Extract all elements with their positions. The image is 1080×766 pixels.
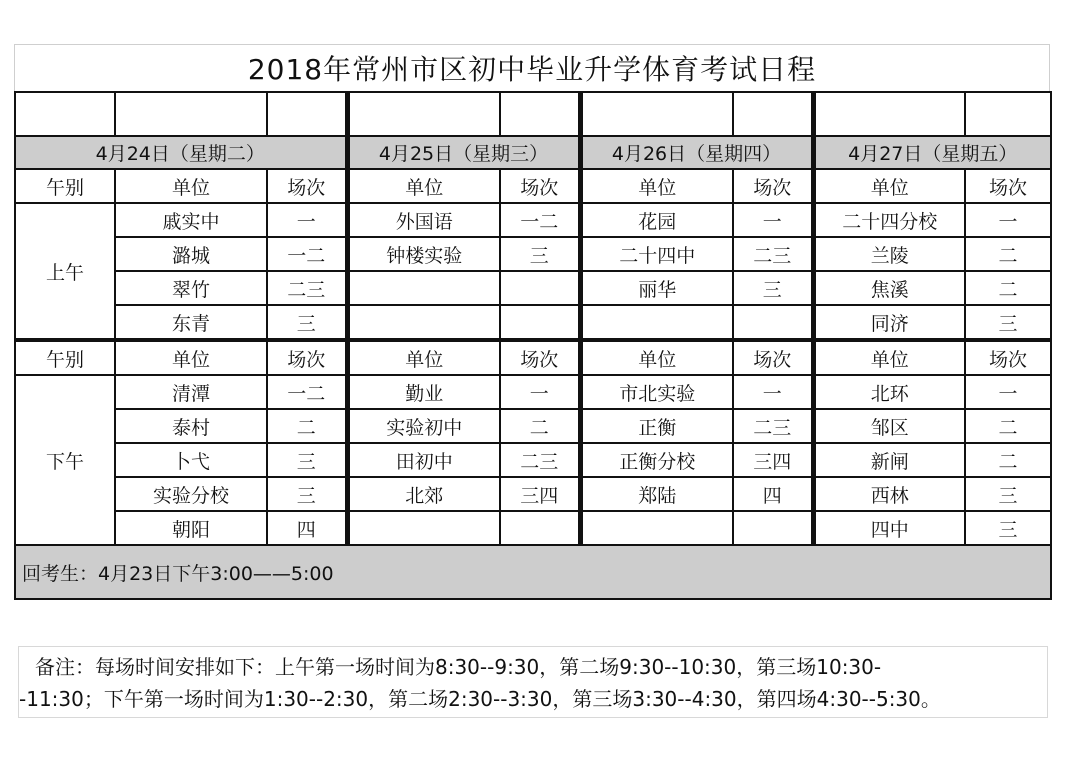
unit-header: 单位: [580, 169, 733, 203]
unit-cell: [580, 511, 733, 545]
schedule-sheet: [14, 44, 1050, 600]
table-row: [15, 271, 1051, 305]
session-cell: 三: [267, 477, 347, 511]
session-cell: 三四: [733, 443, 813, 477]
page-title: 2018年常州市区初中毕业升学体育考试日程: [14, 44, 1050, 91]
session-cell: 二: [965, 443, 1051, 477]
unit-cell: 北环: [813, 375, 965, 409]
session-cell: 一二: [267, 375, 347, 409]
unit-cell: 钟楼实验: [347, 237, 500, 271]
session-cell: 一二: [500, 203, 580, 237]
session-cell: 二: [500, 409, 580, 443]
session-cell: 三四: [500, 477, 580, 511]
session-cell: [500, 271, 580, 305]
unit-cell: 外国语: [347, 203, 500, 237]
unit-header: 单位: [347, 169, 500, 203]
session-header: 场次: [965, 340, 1051, 375]
day-header-row: [15, 136, 1051, 169]
unit-header: 单位: [115, 340, 267, 375]
table-row: [15, 477, 1051, 511]
column-header-row: [15, 169, 1051, 203]
session-cell: 一: [267, 203, 347, 237]
blank-cell: [15, 92, 115, 136]
session-header: 场次: [267, 169, 347, 203]
unit-cell: 西林: [813, 477, 965, 511]
session-cell: [733, 305, 813, 340]
session-cell: 一: [733, 375, 813, 409]
remarks-line-2: -11:30；下午第一场时间为1:30--2:30，第二场2:30--3:30，第三场3:30--4:30，第四场4:30--5:30。: [19, 687, 941, 711]
table-row: [15, 443, 1051, 477]
session-cell: 四: [733, 477, 813, 511]
session-cell: 三: [500, 237, 580, 271]
session-header: 场次: [500, 340, 580, 375]
session-cell: 三: [267, 305, 347, 340]
session-cell: 二: [965, 271, 1051, 305]
unit-cell: [347, 305, 500, 340]
unit-cell: 花园: [580, 203, 733, 237]
unit-header: 单位: [580, 340, 733, 375]
blank-cell: [500, 92, 580, 136]
unit-cell: [580, 305, 733, 340]
unit-cell: 清潭: [115, 375, 267, 409]
session-cell: 二: [965, 409, 1051, 443]
session-cell: 三: [965, 305, 1051, 340]
period-header: 午别: [15, 340, 115, 375]
unit-header: 单位: [813, 340, 965, 375]
unit-cell: 同济: [813, 305, 965, 340]
session-header: 场次: [965, 169, 1051, 203]
unit-cell: 勤业: [347, 375, 500, 409]
session-cell: 四: [267, 511, 347, 545]
blank-cell: [580, 92, 733, 136]
remarks-line-1: 备注：每场时间安排如下：上午第一场时间为8:30--9:30，第二场9:30--10:30，第三场10:30-: [35, 655, 882, 679]
day-label: 4月25日（星期三）: [347, 136, 580, 169]
unit-cell: [347, 271, 500, 305]
session-cell: 三: [965, 511, 1051, 545]
table-row: [15, 237, 1051, 271]
unit-cell: 东青: [115, 305, 267, 340]
unit-cell: 郑陆: [580, 477, 733, 511]
unit-cell: 正衡: [580, 409, 733, 443]
unit-cell: 北郊: [347, 477, 500, 511]
unit-cell: 泰村: [115, 409, 267, 443]
day-label: 4月27日（星期五）: [813, 136, 1051, 169]
session-cell: 三: [733, 271, 813, 305]
blank-cell: [267, 92, 347, 136]
return-exam-text: 回考生：4月23日下午3:00——5:00: [15, 545, 1051, 599]
unit-cell: 市北实验: [580, 375, 733, 409]
table-row: [15, 409, 1051, 443]
session-header: 场次: [267, 340, 347, 375]
period-header: 午别: [15, 169, 115, 203]
session-cell: 一: [500, 375, 580, 409]
unit-cell: 田初中: [347, 443, 500, 477]
session-cell: [500, 511, 580, 545]
unit-cell: [347, 511, 500, 545]
session-cell: 一: [965, 203, 1051, 237]
unit-header: 单位: [115, 169, 267, 203]
session-cell: 二三: [733, 237, 813, 271]
unit-cell: 二十四分校: [813, 203, 965, 237]
session-header: 场次: [500, 169, 580, 203]
session-cell: 一: [965, 375, 1051, 409]
unit-cell: 二十四中: [580, 237, 733, 271]
session-cell: 二三: [267, 271, 347, 305]
session-cell: [500, 305, 580, 340]
table-row: [15, 305, 1051, 340]
unit-cell: 翠竹: [115, 271, 267, 305]
session-header: 场次: [733, 340, 813, 375]
unit-cell: 实验分校: [115, 477, 267, 511]
blank-cell: [965, 92, 1051, 136]
session-cell: 二: [965, 237, 1051, 271]
unit-cell: 卜弋: [115, 443, 267, 477]
session-cell: 二三: [733, 409, 813, 443]
unit-cell: 兰陵: [813, 237, 965, 271]
unit-cell: 焦溪: [813, 271, 965, 305]
session-cell: 二: [267, 409, 347, 443]
unit-cell: 新闸: [813, 443, 965, 477]
remarks: [18, 646, 1048, 718]
blank-row: [15, 92, 1051, 136]
session-cell: 一二: [267, 237, 347, 271]
column-header-row: [15, 340, 1051, 375]
session-header: 场次: [733, 169, 813, 203]
unit-cell: 实验初中: [347, 409, 500, 443]
session-cell: 三: [267, 443, 347, 477]
table-row: [15, 511, 1051, 545]
period-label: 下午: [15, 375, 115, 545]
day-label: 4月26日（星期四）: [580, 136, 813, 169]
blank-cell: [115, 92, 267, 136]
blank-cell: [347, 92, 500, 136]
unit-cell: 正衡分校: [580, 443, 733, 477]
unit-cell: 朝阳: [115, 511, 267, 545]
unit-cell: 丽华: [580, 271, 733, 305]
return-exam-row: [15, 545, 1051, 599]
table-row: [15, 375, 1051, 409]
unit-cell: 邹区: [813, 409, 965, 443]
schedule-table: [14, 91, 1052, 600]
day-label: 4月24日（星期二）: [15, 136, 347, 169]
unit-cell: 潞城: [115, 237, 267, 271]
unit-cell: 四中: [813, 511, 965, 545]
unit-header: 单位: [347, 340, 500, 375]
blank-cell: [733, 92, 813, 136]
session-cell: 三: [965, 477, 1051, 511]
unit-cell: 戚实中: [115, 203, 267, 237]
unit-header: 单位: [813, 169, 965, 203]
session-cell: 二三: [500, 443, 580, 477]
blank-cell: [813, 92, 965, 136]
period-label: 上午: [15, 203, 115, 340]
session-cell: [733, 511, 813, 545]
session-cell: 一: [733, 203, 813, 237]
table-row: [15, 203, 1051, 237]
